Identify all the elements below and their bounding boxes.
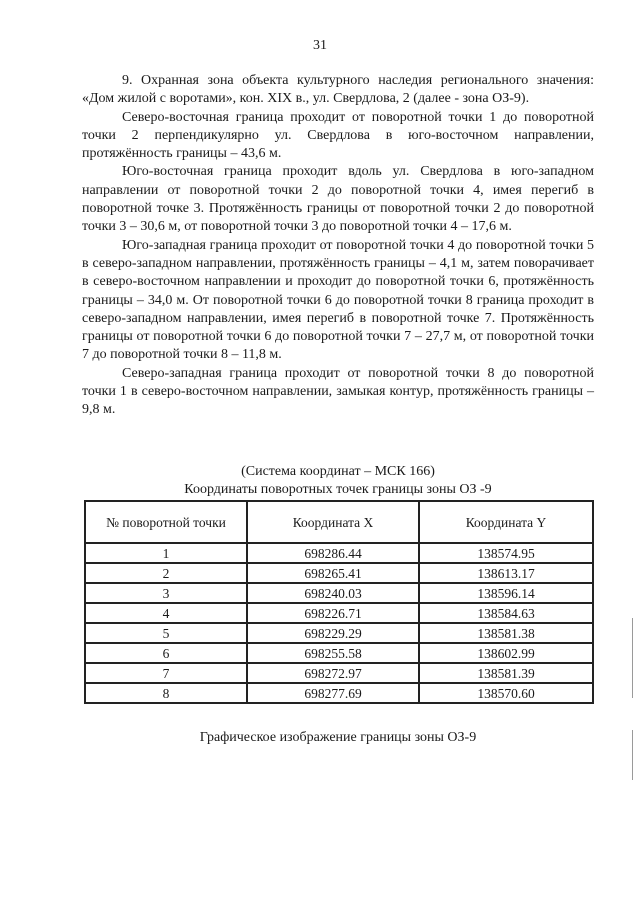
coordinate-y-cell: 138584.63 (419, 603, 593, 623)
coordinate-x-cell: 698286.44 (247, 543, 419, 563)
table-row (85, 563, 593, 583)
coordinate-x-cell: 698255.58 (247, 643, 419, 663)
coordinate-y-cell: 138570.60 (419, 683, 593, 703)
table-row (85, 643, 593, 663)
point-number-cell: 1 (85, 543, 247, 563)
coordinate-x-cell: 698277.69 (247, 683, 419, 703)
coordinate-system-caption: (Система координат – МСК 166) (241, 464, 435, 479)
paragraph-zone-heading: 9. Охранная зона объекта культурного наследия регионального значения: «Дом жилой с воротами», кон. XIX в., ул. Свердлова, 2 (далее - зона ОЗ-9). (82, 73, 594, 107)
coordinate-y-cell: 138596.14 (419, 583, 593, 603)
scan-edge-mark (632, 730, 633, 780)
point-number-cell: 2 (85, 563, 247, 583)
paragraph-northwest-border: Северо-западная граница проходит от поворотной точки 8 до поворотной точки 1 в северо-восточном направлении, замыкая контур, протяжённость границы – 9,8 м. (82, 365, 594, 418)
body-text (82, 72, 594, 420)
point-number-cell: 4 (85, 603, 247, 623)
header-coordinate-x: Координата X (247, 501, 419, 543)
point-number-cell: 6 (85, 643, 247, 663)
coordinate-x-cell: 698272.97 (247, 663, 419, 683)
coordinate-y-cell: 138574.95 (419, 543, 593, 563)
coordinate-y-cell: 138602.99 (419, 643, 593, 663)
point-number-cell: 5 (85, 623, 247, 643)
point-number-cell: 7 (85, 663, 247, 683)
point-number-cell: 8 (85, 683, 247, 703)
coordinate-y-cell: 138581.38 (419, 623, 593, 643)
coordinate-x-cell: 698265.41 (247, 563, 419, 583)
coordinate-y-cell: 138581.39 (419, 663, 593, 683)
coordinate-x-cell: 698229.29 (247, 623, 419, 643)
point-number-cell: 3 (85, 583, 247, 603)
coordinate-x-cell: 698226.71 (247, 603, 419, 623)
paragraph-northeast-border: Северо-восточная граница проходит от поворотной точки 1 до поворотной точки 2 перпендикулярно ул. Свердлова в юго-восточном направлении, протяжённость границы – 43,6 м. (82, 109, 594, 162)
page-number: 31 (313, 38, 327, 53)
coordinate-x-cell: 698240.03 (247, 583, 419, 603)
header-coordinate-y: Координата Y (419, 501, 593, 543)
table-header-row (85, 501, 593, 543)
table-row (85, 583, 593, 603)
coordinates-table (84, 500, 594, 704)
table-row (85, 543, 593, 563)
figure-caption: Графическое изображение границы зоны ОЗ-9 (199, 730, 477, 745)
coordinate-y-cell: 138613.17 (419, 563, 593, 583)
paragraph-southeast-border: Юго-восточная граница проходит вдоль ул. Свердлова в юго-западном направлении от поворотной точки 2 до поворотной точки 4, имея перегиб в поворотной точке 3. Протяжённость границы от поворотной точки 2 до поворотной точки 3 – 30,6 м, от поворотной точки 3 до поворотной точки 4 – 17,6 м. (82, 164, 594, 235)
table-row (85, 663, 593, 683)
scan-edge-mark (632, 618, 633, 698)
table-row (85, 623, 593, 643)
paragraph-southwest-border: Юго-западная граница проходит от поворотной точки 4 до поворотной точки 5 в северо-западном направлении, протяжённость границы – 4,1 м, затем поворачивает в северо-восточном направлении и проходит до поворотной точки 6, протяжённость границы – 34,0 м. От поворотной точки 6 до поворотной точки 8 граница проходит в северо-западном направлении, имея перегиб в поворотной точке 7. Протяжённость границы от поворотной точки 6 до поворотной точки 7 – 27,7 м, от поворотной точки 7 до поворотной точки 8 – 11,8 м. (82, 237, 594, 363)
table-row (85, 683, 593, 703)
table-title: Координаты поворотных точек границы зоны ОЗ -9 (184, 482, 492, 497)
header-point-number: № поворотной точки (85, 501, 247, 543)
table-row (85, 603, 593, 623)
